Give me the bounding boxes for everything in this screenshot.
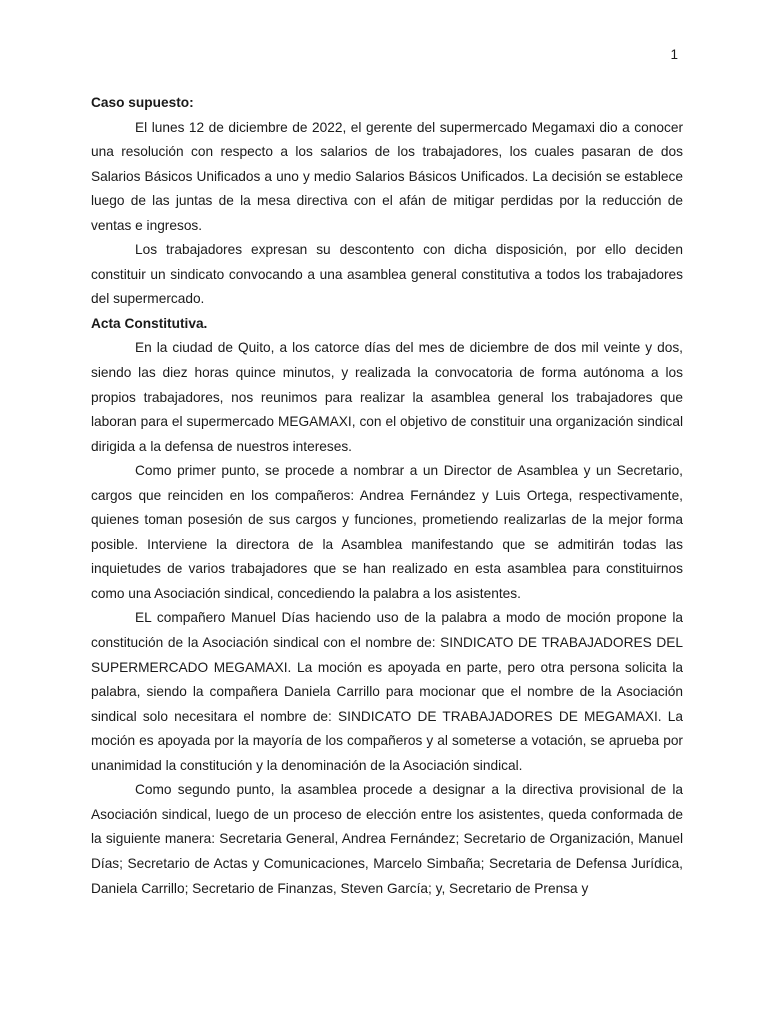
- acta-paragraph-1: En la ciudad de Quito, a los catorce días del mes de diciembre de dos mil veinte y dos, siendo las diez horas quince minutos, y realizada la convocatoria de forma autónoma a los propios trabajadores, nos reunimos para realizar la asamblea general los trabajadores que laboran para el supermercado MEGAMAXI, con el objetivo de constituir una organización sindical dirigida a la defensa de nuestros intereses.: [91, 340, 683, 454]
- acta-paragraph-2: Como primer punto, se procede a nombrar a un Director de Asamblea y un Secretario, cargos que reinciden en los compañeros: Andrea Fernández y Luis Ortega, respectivamente, quienes toman posesión de sus cargos y funciones, prometiendo realizarlas de la mejor forma posible. Interviene la directora de la Asamblea manifestando que se admitirán todas las inquietudes de varios trabajadores que se han realizado en esta asamblea para constituirnos como una Asociación sindical, concediendo la palabra a los asistentes.: [91, 463, 683, 601]
- acta-paragraph-3: EL compañero Manuel Días haciendo uso de la palabra a modo de moción propone la constitución de la Asociación sindical con el nombre de: SINDICATO DE TRABAJADORES DEL SUPERMERCADO MEGAMAXI. La moción es apoyada en parte, pero otra persona solicita la palabra, siendo la compañera Daniela Carrillo para mocionar que el nombre de la Asociación sindical solo necesitara el nombre de: SINDICATO DE TRABAJADORES DE MEGAMAXI. La moción es apoyada por la mayoría de los compañeros y al someterse a votación, se aprueba por unanimidad la constitución y la denominación de la Asociación sindical.: [91, 610, 683, 773]
- case-heading: Caso supuesto:: [91, 95, 194, 110]
- page-number: 1: [670, 47, 678, 62]
- acta-heading: Acta Constitutiva.: [91, 315, 208, 331]
- document-body: [91, 91, 683, 901]
- case-paragraph-1: El lunes 12 de diciembre de 2022, el gerente del supermercado Megamaxi dio a conocer una resolución con respecto a los salarios de los trabajadores, los cuales pasaran de dos Salarios Básicos Unificados a uno y medio Salarios Básicos Unificados. La decisión se establece luego de las juntas de la mesa directiva con el afán de mitigar perdidas por la reducción de ventas e ingresos.: [91, 119, 683, 233]
- case-paragraph-2: Los trabajadores expresan su descontento con dicha disposición, por ello deciden constituir un sindicato convocando a una asamblea general constitutiva a todos los trabajadores del supermercado.: [91, 242, 683, 307]
- acta-paragraph-4: Como segundo punto, la asamblea procede a designar a la directiva provisional de la Asociación sindical, luego de un proceso de elección entre los asistentes, queda conformada de la siguiente manera: Secretaria General, Andrea Fernández; Secretario de Organización, Manuel Días; Secretario de Actas y Comunicaciones, Marcelo Simbaña; Secretaria de Defensa Jurídica, Daniela Carrillo; Secretario de Finanzas, Steven García; y, Secretario de Prensa y: [91, 782, 683, 896]
